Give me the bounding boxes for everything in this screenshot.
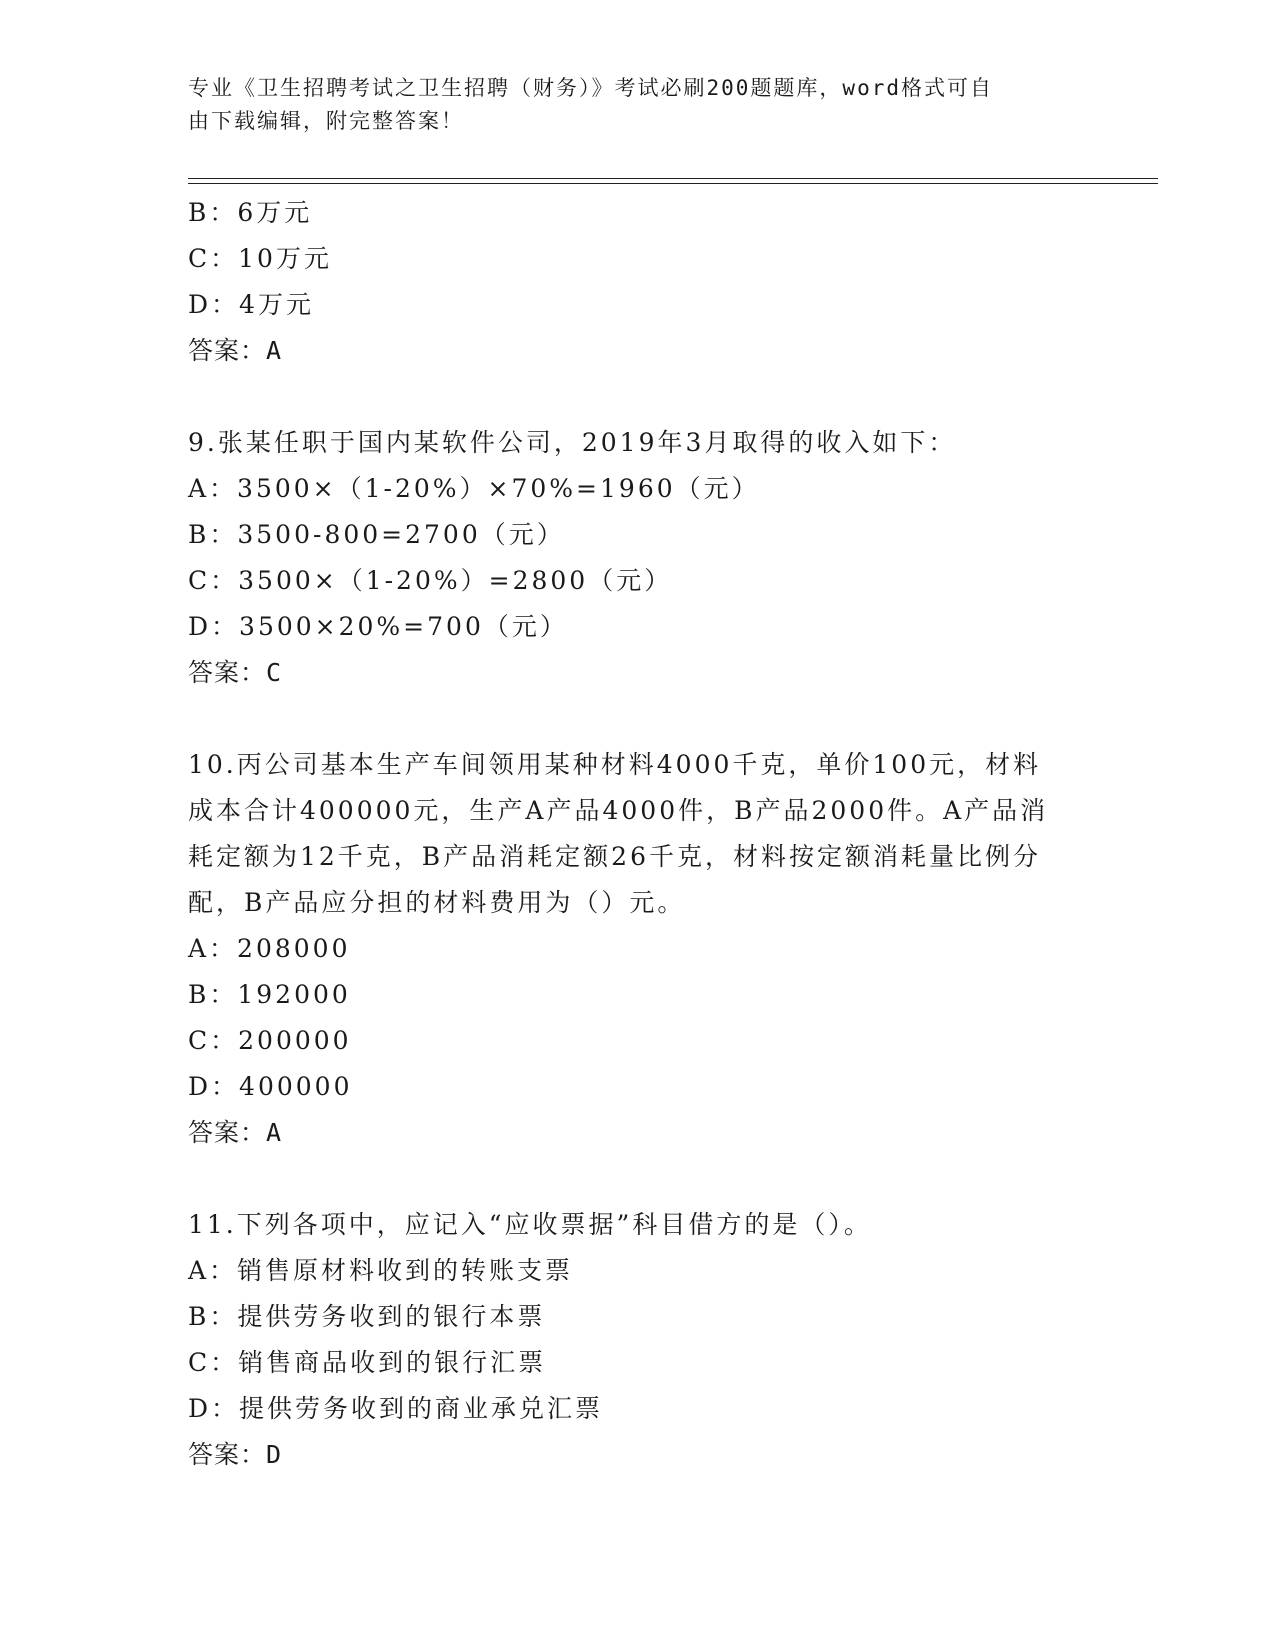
document-body bbox=[188, 190, 1088, 1478]
option-a: A：3500×（1-20%）×70%=1960（元） bbox=[188, 474, 760, 503]
question-stem-line-1: 10.丙公司基本生产车间领用某种材料4000千克，单价100元，材料 bbox=[188, 750, 1042, 779]
question-10 bbox=[188, 742, 1088, 1156]
header-divider-top bbox=[188, 178, 1158, 179]
option-b: B：6万元 bbox=[188, 198, 313, 227]
option-d: D：3500×20%=700（元） bbox=[188, 612, 568, 641]
option-d: D：4万元 bbox=[188, 290, 314, 319]
option-c: C：销售商品收到的银行汇票 bbox=[188, 1348, 547, 1377]
option-c: C：3500×（1-20%）=2800（元） bbox=[188, 566, 673, 595]
header-divider-bottom bbox=[188, 183, 1158, 184]
option-c: C：200000 bbox=[188, 1026, 352, 1055]
question-stem: 11.下列各项中，应记入“应收票据”科目借方的是（）。 bbox=[188, 1210, 872, 1239]
answer: 答案：D bbox=[188, 1440, 283, 1469]
question-stem-line-2: 成本合计400000元，生产A产品4000件，B产品2000件。A产品消 bbox=[188, 796, 1049, 825]
option-b: B：3500-800=2700（元） bbox=[188, 520, 565, 549]
option-b: B：提供劳务收到的银行本票 bbox=[188, 1302, 546, 1331]
option-a: A：销售原材料收到的转账支票 bbox=[188, 1256, 574, 1285]
option-d: D：提供劳务收到的商业承兑汇票 bbox=[188, 1394, 604, 1423]
option-d: D：400000 bbox=[188, 1072, 353, 1101]
question-stem-line-3: 耗定额为12千克，B产品消耗定额26千克，材料按定额消耗量比例分 bbox=[188, 842, 1041, 871]
answer: 答案：A bbox=[188, 1118, 283, 1147]
spacer bbox=[188, 1156, 1088, 1202]
spacer bbox=[188, 696, 1088, 742]
question-stem: 9.张某任职于国内某软件公司，2019年3月取得的收入如下： bbox=[188, 428, 957, 457]
question-9 bbox=[188, 420, 1088, 696]
option-c: C：10万元 bbox=[188, 244, 332, 273]
option-b: B：192000 bbox=[188, 980, 351, 1009]
option-a: A：208000 bbox=[188, 934, 351, 963]
header-line-2: 由下载编辑，附完整答案！ bbox=[188, 109, 464, 133]
answer: 答案：A bbox=[188, 336, 283, 365]
answer: 答案：C bbox=[188, 658, 283, 687]
document-header bbox=[188, 72, 1088, 138]
question-stem-line-4: 配，B产品应分担的材料费用为（）元。 bbox=[188, 888, 686, 917]
question-11 bbox=[188, 1202, 1088, 1478]
header-line-1: 专业《卫生招聘考试之卫生招聘（财务）》考试必刷200题题库，word格式可自 bbox=[188, 76, 993, 100]
spacer bbox=[188, 374, 1088, 420]
question-8 bbox=[188, 190, 1088, 374]
